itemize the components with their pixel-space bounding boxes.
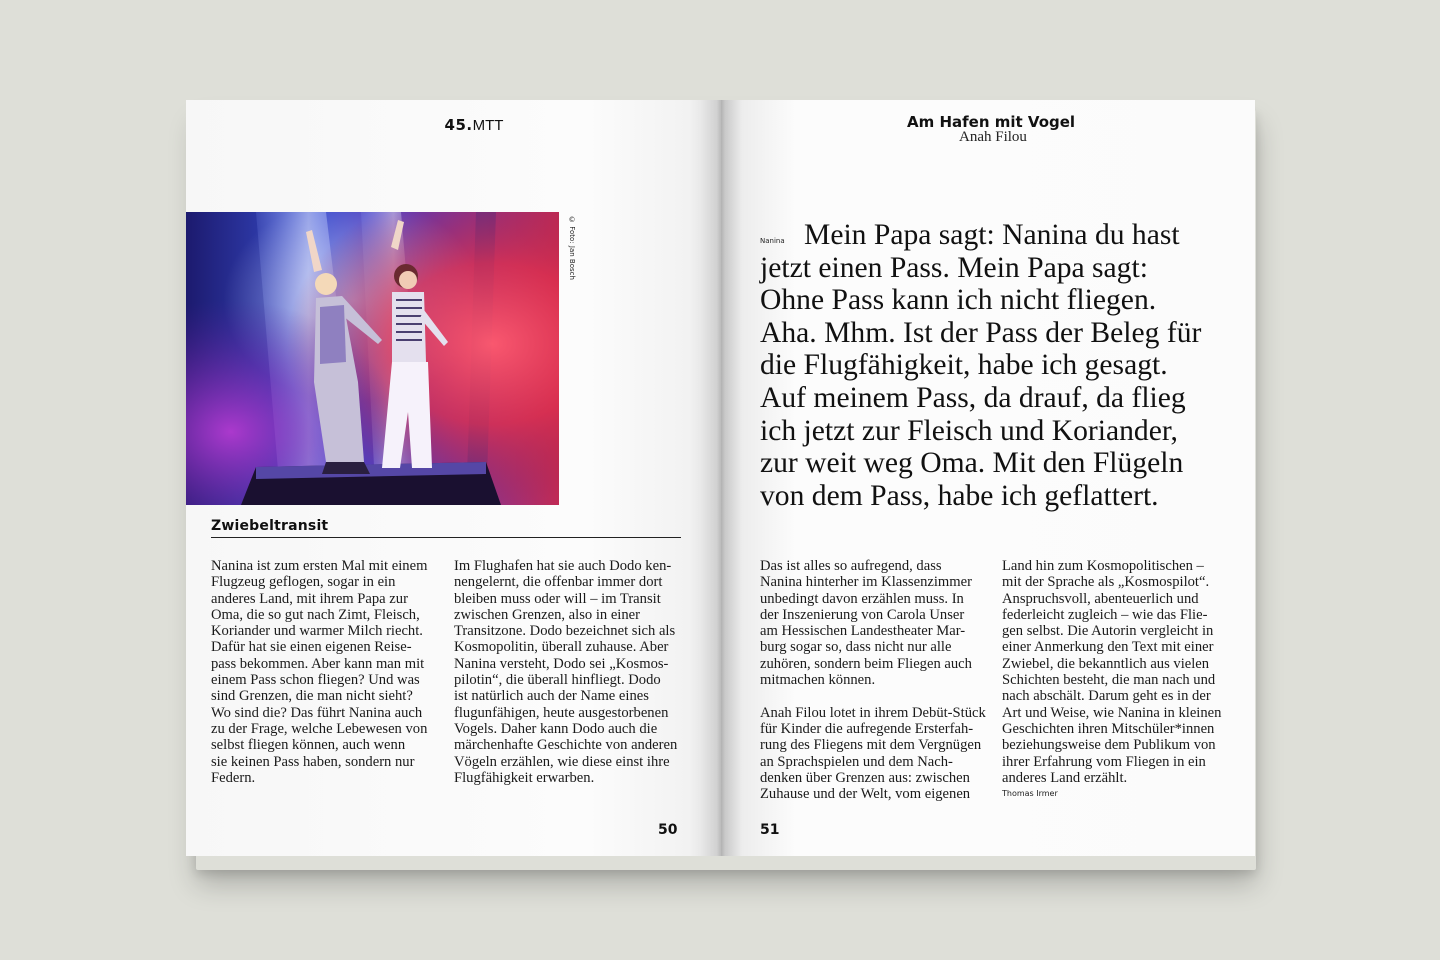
page-number-left: 50 [658,822,678,838]
right-page [721,100,1255,856]
author-signature: Thomas Irmer [1002,789,1058,798]
left-column-1: Nanina ist zum ersten Mal mit einem Flugzeug geflogen, sogar in ein anderes Land, mit ihrem Papa zur Oma, die so gut nach Zimt, Fleisch, Koriander und warmer Milch riecht. Dafür hat sie einen eigenen Reise- pass bekommen. Aber kann man mit einem Pass schon fliegen? Und was sind Grenzen, die man nicht sieht? Wo sind die? Das führt Nanina auch zu der Frage, welche Lebewesen von selbst fliegen können, auch wenn sie keinen Pass haben, sondern nur Federn. [211,558,428,786]
left-page [186,100,721,856]
article-title: Am Hafen mit Vogel [907,113,1076,131]
article-author: Anah Filou [959,129,1027,145]
pull-quote-text: Mein Papa sagt: Nanina du hast jetzt einen Pass. Mein Papa sagt: Ohne Pass kann ich nicht fliegen. Aha. Mhm. Ist der Pass der Beleg für die Flugfähigkeit, habe ich gesagt. Auf meinem Pass, da drauf, da flieg ich jetzt zur Fleisch und Koriander, zur weit weg Oma. Mit den Flügeln von dem Pass, habe ich geflattert. [760,219,1202,512]
magazine-name: MTT [472,117,504,134]
page-number-right: 51 [760,822,780,838]
photo-credit: © Foto: Jan Bosch [568,216,576,280]
right-column-1: Das ist alles so aufregend, dass Nanina hinterher im Klassenzimmer unbedingt davon erzählen muss. In der Inszenierung von Carola Unser am Hessischen Landestheater Mar- burg sogar so, dass nicht nur alle zuhören, sondern beim Fliegen auch mitmachen können. Anah Filou lotet in ihrem Debüt-Stück für Kinder die aufregende Ersterfah- rung des Fliegens mit dem Vergnügen an Sprachspielen und dem Nach- denken über Grenzen aus: zwischen Zuhause und der Welt, vom eigenen [760,558,986,803]
issue-number: 45. [444,116,473,134]
section-title: Zwiebeltransit [211,518,329,534]
stage-photo-image [186,212,559,505]
pull-quote [760,219,1220,512]
section-rule [211,537,681,538]
right-column-2: Land hin zum Kosmopolitischen – mit der Sprache als „Kosmospilot“. Anspruchsvoll, abenteuerlich und federleicht zugleich – wie das Flie- gen selbst. Die Autorin vergleicht in einer Anmerkung den Text mit einer Zwiebel, die bekanntlich aus vielen Schichten besteht, die man nach und nach abschält. Darum geht es in der Art und Weise, wie Nanina in kleinen Geschichten ihren Mitschüler*innen beziehungsweise dem Publikum von ihrer Erfahrung vom Fliegen in ein anderes Land erzählt. [1002,558,1222,786]
speaker-label: Nanina [760,237,785,245]
magazine-header [416,116,532,135]
stage-photo [186,212,559,505]
left-column-2: Im Flughafen hat sie auch Dodo ken- nengelernt, die offenbar immer dort bleiben muss oder will – im Transit zwischen Grenzen, also in einer Transitzone. Dodo bezeichnet sich als Kosmopolitin, überall zuhause. Aber Nanina versteht, Dodo sei „Kosmos- pilotin“, die überall hinfliegt. Dodo ist natürlich auch der Name eines flugunfähigen, heute ausgestorbenen Vogels. Daher kann Dodo auch die märchenhafte Geschichte von anderen Vögeln erzählen, wie diese einst ihre Flugfähigkeit erwarben. [454,558,678,786]
